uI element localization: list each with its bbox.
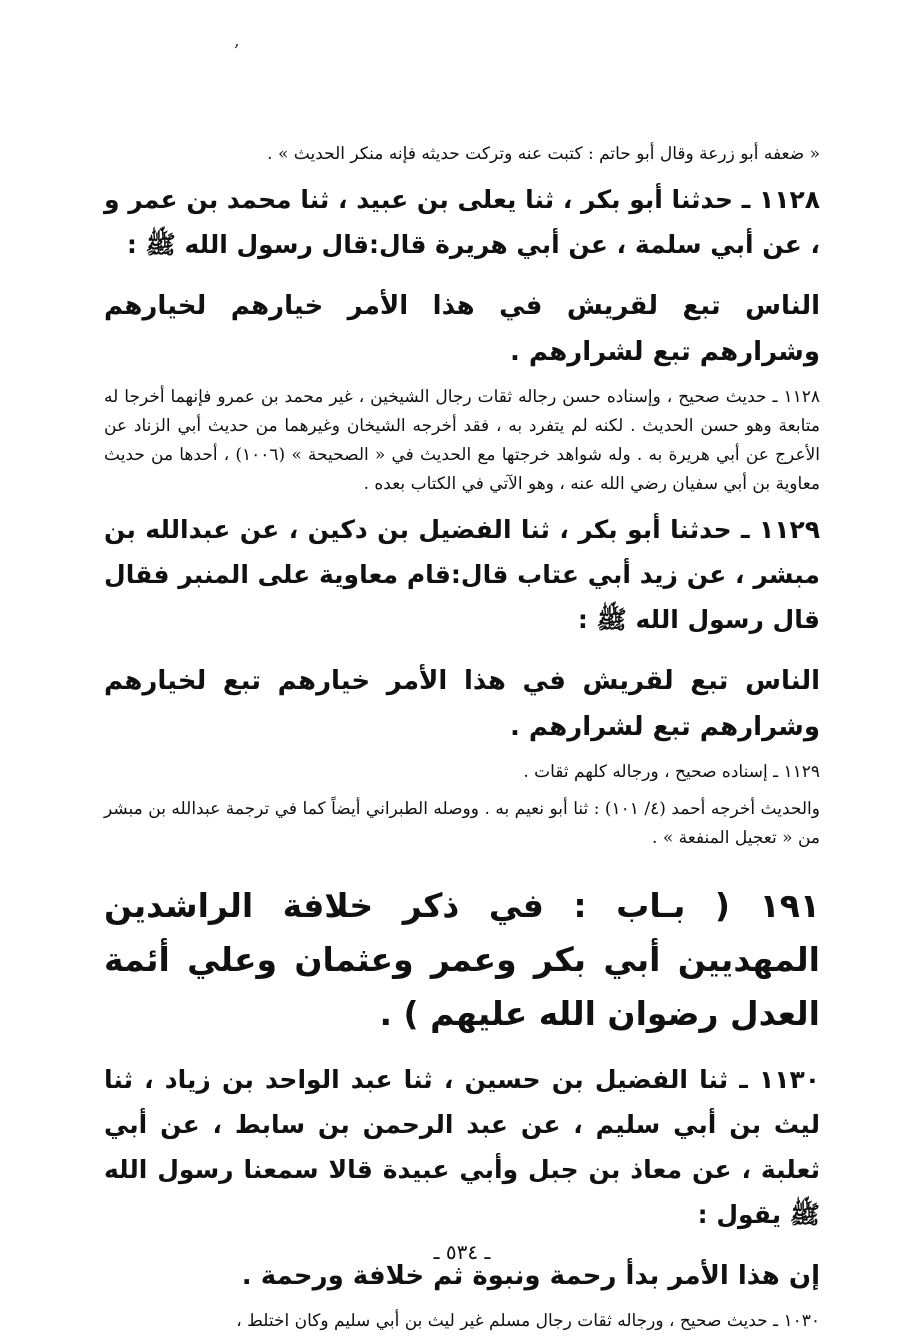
top-footnote-continuation: « ضعفه أبو زرعة وقال أبو حاتم : كتبت عنه وتركت حديثه فإنه منكر الحديث » . <box>267 144 820 164</box>
hadith-1129-isnad: ١١٢٩ ـ حدثنا أبو بكر ، ثنا الفضيل بن دكين ، عن عبدالله بن مبشر ، عن زيد أبي عتاب قال:قام معاوية على المنبر فقال قال رسول الله ﷺ : <box>104 515 820 634</box>
scan-mark: , <box>234 30 240 51</box>
chapter-heading: ١٩١ ( بـاب : في ذكر خلافة الراشدين المهديين أبي بكر وعمر وعثمان وعلي أئمة العدل رضوان الله عليهم ) . <box>104 886 820 1033</box>
hadith-1128-isnad: ١١٢٨ ـ حدثنا أبو بكر ، ثنا يعلى بن عبيد ، ثنا محمد بن عمر و ، عن أبي سلمة ، عن أبي هريرة قال:قال رسول الله ﷺ : <box>104 185 820 259</box>
hadith-1128-matn: الناس تبع لقريش في هذا الأمر خيارهم لخيارهم وشرارهم تبع لشرارهم . <box>104 291 820 367</box>
hadith-1130-isnad: ١١٣٠ ـ ثنا الفضيل بن حسين ، ثنا عبد الواحد بن زياد ، ثنا ليث بن أبي سليم ، عن عبد الرحمن بن سابط ، عن أبي ثعلبة ، عن معاذ بن جبل وأبي عبيدة قالا سمعنا رسول الله ﷺ يقول : <box>104 1065 820 1229</box>
hadith-1130-footnote: ١٠٣٠ ـ حديث صحيح ، ورجاله ثقات رجال مسلم غير ليث بن أبي سليم وكان اختلط ، <box>236 1311 820 1331</box>
page-number: ـ ٥٣٤ ـ <box>433 1240 491 1264</box>
hadith-1128-footnote: ١١٢٨ ـ حديث صحيح ، وإسناده حسن رجاله ثقات رجال الشيخين ، غير محمد بن عمرو فإنهما أخرجا له متابعة وهو حسن الحديث . لكنه لم يتفرد به ، فقد أخرجه الشيخان وغيرهما من حديث أبي الزناد عن الأعرج عن أبي هريرة به . وله شواهد خرجتها مع الحديث في « الصحيحة » (١٠٠٦) ، أحدها من حديث معاوية بن أبي سفيان رضي الله عنه ، وهو الآتي في الكتاب بعده . <box>104 387 821 494</box>
hadith-1129-matn: الناس تبع لقريش في هذا الأمر خيارهم تبع لخيارهم وشرارهم تبع لشرارهم . <box>104 666 820 742</box>
page-content <box>104 140 820 1336</box>
hadith-1129-footnote-1: ١١٢٩ ـ إسناده صحيح ، ورجاله كلهم ثقات . <box>523 762 820 782</box>
hadith-1130-matn: إن هذا الأمر بدأ رحمة ونبوة ثم خلافة ورحمة . <box>241 1261 820 1291</box>
hadith-1129-footnote-2: والحديث أخرجه أحمد (٤/ ١٠١) : ثنا أبو نعيم به . ووصله الطبراني أيضاً كما في ترجمة عبدالله بن مبشر من « تعجيل المنفعة » . <box>104 799 820 848</box>
